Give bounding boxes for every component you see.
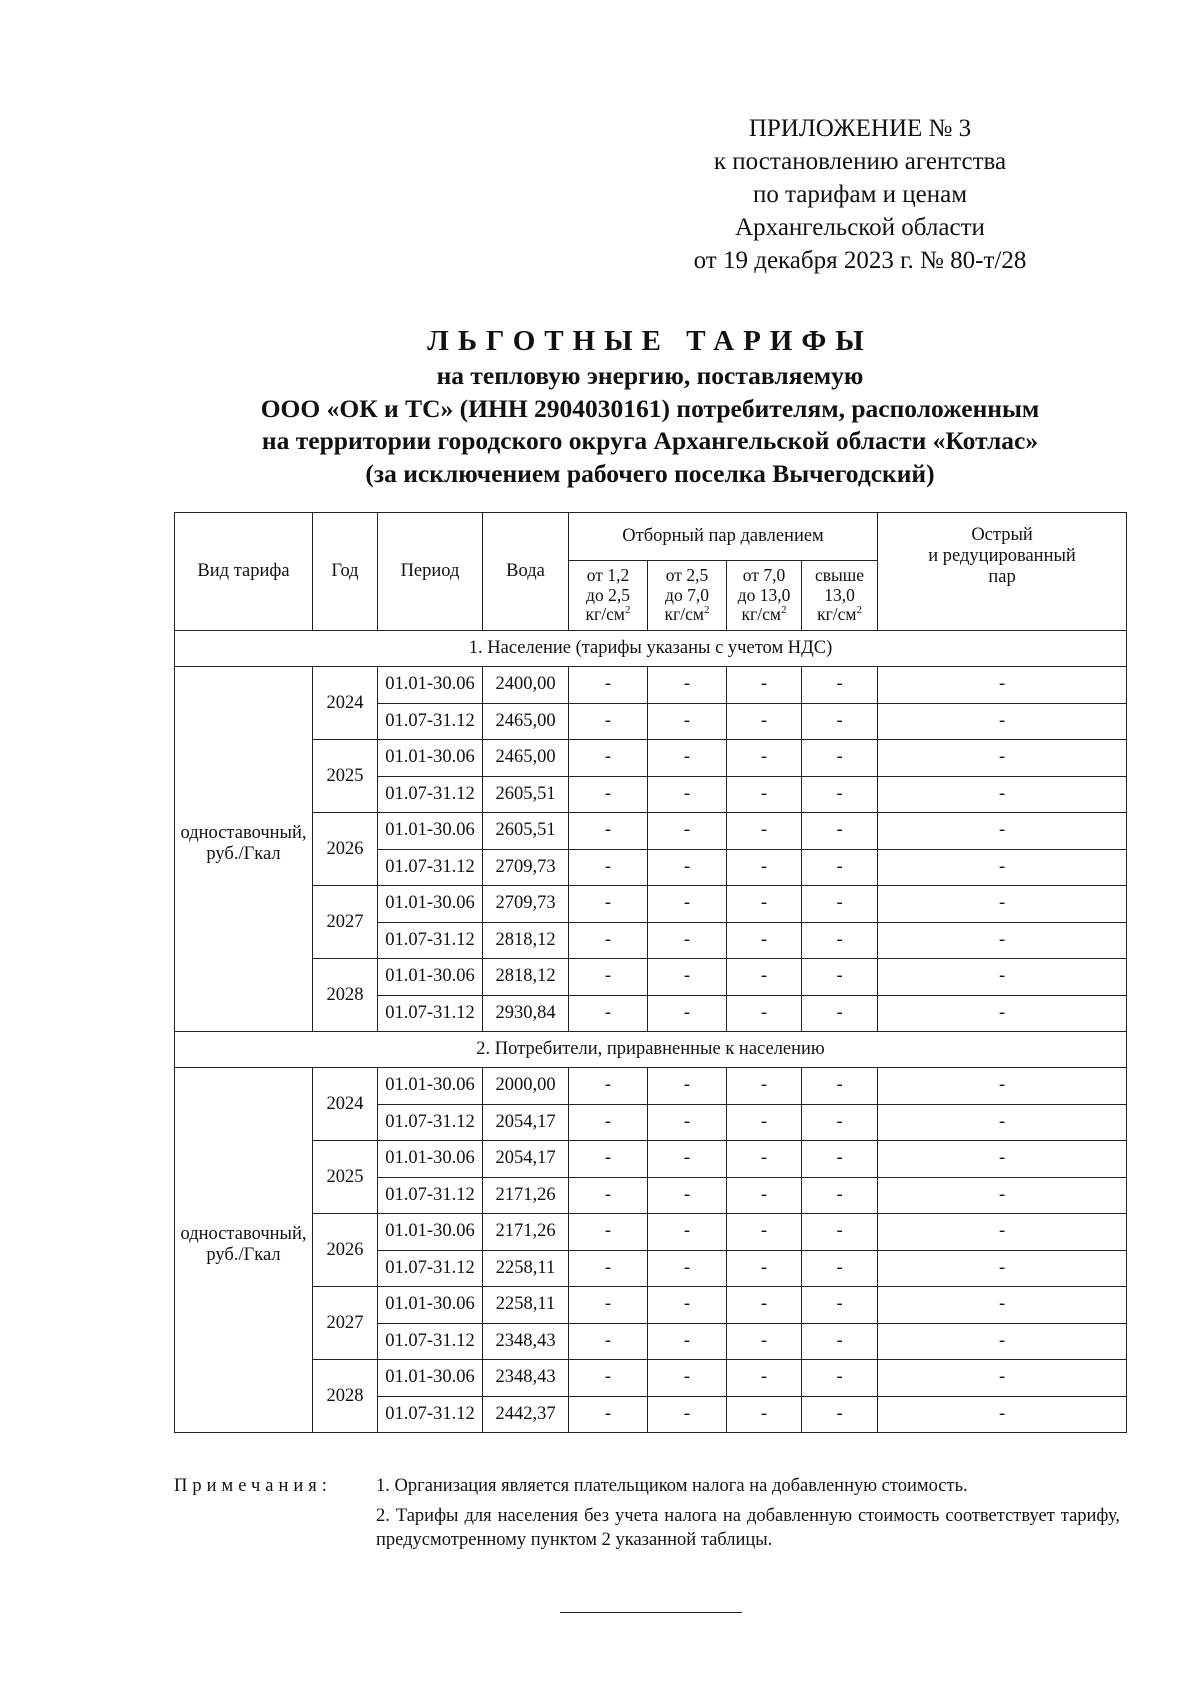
empty-tariff-cell: - bbox=[648, 959, 727, 996]
empty-tariff-cell: - bbox=[802, 1214, 878, 1251]
empty-tariff-cell: - bbox=[569, 886, 648, 923]
notes-label: Примечания: bbox=[174, 1476, 332, 1496]
section-title: 2. Потребители, приравненные к населению bbox=[175, 1032, 1127, 1068]
empty-tariff-cell: - bbox=[878, 776, 1127, 813]
empty-tariff-cell: - bbox=[802, 1323, 878, 1360]
empty-tariff-cell: - bbox=[569, 1104, 648, 1141]
year-cell: 2026 bbox=[313, 813, 378, 886]
tariff-kind-line: одноставочный, bbox=[180, 1224, 307, 1244]
empty-tariff-cell: - bbox=[727, 703, 802, 740]
empty-tariff-cell: - bbox=[878, 1141, 1127, 1178]
empty-tariff-cell: - bbox=[648, 1214, 727, 1251]
empty-tariff-cell: - bbox=[727, 1360, 802, 1397]
empty-tariff-cell: - bbox=[727, 1068, 802, 1105]
empty-tariff-cell: - bbox=[802, 667, 878, 704]
unit-text: кг/см bbox=[817, 604, 857, 625]
period-cell: 01.07-31.12 bbox=[378, 995, 483, 1032]
empty-tariff-cell: - bbox=[878, 886, 1127, 923]
period-cell: 01.01-30.06 bbox=[378, 1214, 483, 1251]
unit-text: кг/см bbox=[585, 604, 625, 625]
empty-tariff-cell: - bbox=[648, 1177, 727, 1214]
header-pressure-3 bbox=[727, 561, 802, 631]
header-line: свыше bbox=[815, 565, 865, 586]
year-cell: 2026 bbox=[313, 1214, 378, 1287]
empty-tariff-cell: - bbox=[802, 1068, 878, 1105]
title-line: (за исключением рабочего поселка Вычегодский) bbox=[365, 458, 935, 488]
empty-tariff-cell: - bbox=[727, 740, 802, 777]
header-line: до 7,0 bbox=[665, 584, 709, 605]
empty-tariff-cell: - bbox=[878, 813, 1127, 850]
year-cell: 2027 bbox=[313, 886, 378, 959]
header-line: от 7,0 bbox=[742, 565, 786, 586]
empty-tariff-cell: - bbox=[727, 959, 802, 996]
table-row bbox=[175, 1141, 1127, 1178]
empty-tariff-cell: - bbox=[802, 813, 878, 850]
empty-tariff-cell: - bbox=[648, 1068, 727, 1105]
empty-tariff-cell: - bbox=[569, 703, 648, 740]
empty-tariff-cell: - bbox=[802, 1104, 878, 1141]
empty-tariff-cell: - bbox=[648, 1360, 727, 1397]
header-line: до 2,5 bbox=[586, 584, 630, 605]
period-cell: 01.07-31.12 bbox=[378, 849, 483, 886]
empty-tariff-cell: - bbox=[878, 922, 1127, 959]
period-cell: 01.07-31.12 bbox=[378, 922, 483, 959]
empty-tariff-cell: - bbox=[648, 849, 727, 886]
header-line: от 1,2 bbox=[586, 565, 630, 586]
header-unit bbox=[727, 605, 801, 625]
water-tariff-cell: 2258,11 bbox=[483, 1250, 569, 1287]
unit-text: кг/см bbox=[664, 604, 704, 625]
empty-tariff-cell: - bbox=[802, 1250, 878, 1287]
section-row bbox=[175, 1032, 1127, 1068]
empty-tariff-cell: - bbox=[648, 886, 727, 923]
water-tariff-cell: 2709,73 bbox=[483, 886, 569, 923]
water-tariff-cell: 2605,51 bbox=[483, 776, 569, 813]
water-tariff-cell: 2605,51 bbox=[483, 813, 569, 850]
water-tariff-cell: 2054,17 bbox=[483, 1141, 569, 1178]
header-steam-group: Отборный пар давлением bbox=[569, 513, 878, 561]
empty-tariff-cell: - bbox=[878, 1323, 1127, 1360]
table-row bbox=[175, 959, 1127, 996]
title-line: ООО «ОК и ТС» (ИНН 2904030161) потребителям, расположенным bbox=[260, 393, 1040, 423]
empty-tariff-cell: - bbox=[727, 1214, 802, 1251]
appendix-line: Архангельской области bbox=[735, 214, 985, 241]
period-cell: 01.01-30.06 bbox=[378, 1360, 483, 1397]
header-line: 13,0 bbox=[824, 584, 855, 605]
water-tariff-cell: 2000,00 bbox=[483, 1068, 569, 1105]
empty-tariff-cell: - bbox=[727, 1323, 802, 1360]
empty-tariff-cell: - bbox=[727, 922, 802, 959]
empty-tariff-cell: - bbox=[802, 740, 878, 777]
empty-tariff-cell: - bbox=[569, 740, 648, 777]
empty-tariff-cell: - bbox=[569, 959, 648, 996]
empty-tariff-cell: - bbox=[727, 849, 802, 886]
empty-tariff-cell: - bbox=[648, 995, 727, 1032]
year-cell: 2028 bbox=[313, 1360, 378, 1433]
period-cell: 01.01-30.06 bbox=[378, 1287, 483, 1324]
water-tariff-cell: 2400,00 bbox=[483, 667, 569, 704]
empty-tariff-cell: - bbox=[569, 667, 648, 704]
year-cell: 2025 bbox=[313, 740, 378, 813]
tariff-kind-line: одноставочный, bbox=[180, 823, 307, 843]
empty-tariff-cell: - bbox=[648, 813, 727, 850]
year-cell: 2027 bbox=[313, 1287, 378, 1360]
water-tariff-cell: 2709,73 bbox=[483, 849, 569, 886]
empty-tariff-cell: - bbox=[569, 1214, 648, 1251]
period-cell: 01.07-31.12 bbox=[378, 1250, 483, 1287]
section-title: 1. Население (тарифы указаны с учетом НДС) bbox=[175, 631, 1127, 667]
empty-tariff-cell: - bbox=[727, 1104, 802, 1141]
header-sharp-line: Острый bbox=[971, 525, 1033, 545]
empty-tariff-cell: - bbox=[727, 1177, 802, 1214]
period-cell: 01.07-31.12 bbox=[378, 1104, 483, 1141]
table-row bbox=[175, 1214, 1127, 1251]
water-tariff-cell: 2442,37 bbox=[483, 1396, 569, 1433]
tariff-body bbox=[175, 631, 1127, 1433]
empty-tariff-cell: - bbox=[878, 959, 1127, 996]
empty-tariff-cell: - bbox=[878, 1214, 1127, 1251]
empty-tariff-cell: - bbox=[648, 922, 727, 959]
empty-tariff-cell: - bbox=[648, 740, 727, 777]
empty-tariff-cell: - bbox=[878, 1177, 1127, 1214]
empty-tariff-cell: - bbox=[569, 1141, 648, 1178]
header-unit bbox=[802, 605, 877, 625]
empty-tariff-cell: - bbox=[648, 1141, 727, 1178]
empty-tariff-cell: - bbox=[878, 740, 1127, 777]
water-tariff-cell: 2465,00 bbox=[483, 740, 569, 777]
table-row bbox=[175, 740, 1127, 777]
empty-tariff-cell: - bbox=[569, 849, 648, 886]
empty-tariff-cell: - bbox=[727, 1250, 802, 1287]
water-tariff-cell: 2465,00 bbox=[483, 703, 569, 740]
period-cell: 01.07-31.12 bbox=[378, 1177, 483, 1214]
tariff-kind bbox=[175, 667, 313, 1032]
water-tariff-cell: 2818,12 bbox=[483, 959, 569, 996]
water-tariff-cell: 2171,26 bbox=[483, 1214, 569, 1251]
water-tariff-cell: 2171,26 bbox=[483, 1177, 569, 1214]
empty-tariff-cell: - bbox=[569, 813, 648, 850]
empty-tariff-cell: - bbox=[648, 1396, 727, 1433]
unit-exp: 2 bbox=[780, 604, 787, 617]
unit-exp: 2 bbox=[624, 604, 631, 617]
header-sharp-line: пар bbox=[988, 567, 1016, 587]
section-row bbox=[175, 631, 1127, 667]
title-line: на тепловую энергию, поставляемую bbox=[436, 361, 864, 390]
empty-tariff-cell: - bbox=[802, 959, 878, 996]
empty-tariff-cell: - bbox=[727, 1287, 802, 1324]
unit-text: кг/см bbox=[741, 604, 781, 625]
period-cell: 01.07-31.12 bbox=[378, 1323, 483, 1360]
water-tariff-cell: 2348,43 bbox=[483, 1360, 569, 1397]
year-cell: 2028 bbox=[313, 959, 378, 1032]
empty-tariff-cell: - bbox=[648, 1104, 727, 1141]
empty-tariff-cell: - bbox=[802, 886, 878, 923]
unit-exp: 2 bbox=[856, 604, 862, 617]
header-pressure-4 bbox=[802, 561, 878, 631]
header-sharp-steam bbox=[878, 513, 1127, 631]
empty-tariff-cell: - bbox=[878, 1068, 1127, 1105]
tariff-table bbox=[174, 512, 1127, 1433]
empty-tariff-cell: - bbox=[802, 849, 878, 886]
period-cell: 01.07-31.12 bbox=[378, 1396, 483, 1433]
empty-tariff-cell: - bbox=[727, 776, 802, 813]
period-cell: 01.07-31.12 bbox=[378, 703, 483, 740]
document-title bbox=[120, 324, 1180, 490]
empty-tariff-cell: - bbox=[569, 922, 648, 959]
empty-tariff-cell: - bbox=[878, 1360, 1127, 1397]
empty-tariff-cell: - bbox=[648, 776, 727, 813]
header-pressure-1 bbox=[569, 561, 648, 631]
empty-tariff-cell: - bbox=[727, 813, 802, 850]
empty-tariff-cell: - bbox=[569, 1287, 648, 1324]
note-item: 2. Тарифы для населения без учета налога на добавленную стоимость соответствует тарифу, предусмотренному пунктом 2 указанной таблицы. bbox=[376, 1506, 1120, 1550]
empty-tariff-cell: - bbox=[569, 1177, 648, 1214]
table-row bbox=[175, 1287, 1127, 1324]
period-cell: 01.01-30.06 bbox=[378, 886, 483, 923]
year-cell: 2025 bbox=[313, 1141, 378, 1214]
year-cell: 2024 bbox=[313, 667, 378, 740]
empty-tariff-cell: - bbox=[569, 1360, 648, 1397]
empty-tariff-cell: - bbox=[569, 1396, 648, 1433]
empty-tariff-cell: - bbox=[802, 1177, 878, 1214]
empty-tariff-cell: - bbox=[802, 703, 878, 740]
table-row bbox=[175, 813, 1127, 850]
empty-tariff-cell: - bbox=[648, 703, 727, 740]
empty-tariff-cell: - bbox=[802, 995, 878, 1032]
empty-tariff-cell: - bbox=[727, 1396, 802, 1433]
header-line: до 13,0 bbox=[737, 584, 791, 605]
appendix-line: по тарифам и ценам bbox=[752, 181, 968, 208]
empty-tariff-cell: - bbox=[878, 1396, 1127, 1433]
empty-tariff-cell: - bbox=[648, 1323, 727, 1360]
year-cell: 2024 bbox=[313, 1068, 378, 1141]
empty-tariff-cell: - bbox=[648, 1287, 727, 1324]
empty-tariff-cell: - bbox=[878, 1104, 1127, 1141]
water-tariff-cell: 2258,11 bbox=[483, 1287, 569, 1324]
empty-tariff-cell: - bbox=[878, 1250, 1127, 1287]
period-cell: 01.01-30.06 bbox=[378, 813, 483, 850]
empty-tariff-cell: - bbox=[648, 667, 727, 704]
empty-tariff-cell: - bbox=[878, 703, 1127, 740]
appendix-line: к постановлению агентства bbox=[713, 148, 1007, 175]
period-cell: 01.01-30.06 bbox=[378, 740, 483, 777]
tariff-kind bbox=[175, 1068, 313, 1433]
title-heading: ЛЬГОТНЫЕ ТАРИФЫ bbox=[427, 325, 873, 357]
empty-tariff-cell: - bbox=[727, 1141, 802, 1178]
period-cell: 01.01-30.06 bbox=[378, 959, 483, 996]
header-unit bbox=[569, 605, 647, 625]
header-line: от 2,5 bbox=[665, 565, 709, 586]
table-row bbox=[175, 886, 1127, 923]
empty-tariff-cell: - bbox=[802, 1141, 878, 1178]
title-line: на территории городского округа Архангельской области «Котлас» bbox=[261, 426, 1039, 455]
header-year: Год bbox=[313, 513, 378, 631]
period-cell: 01.01-30.06 bbox=[378, 1141, 483, 1178]
header-water: Вода bbox=[483, 513, 569, 631]
table-row bbox=[175, 1360, 1127, 1397]
water-tariff-cell: 2054,17 bbox=[483, 1104, 569, 1141]
empty-tariff-cell: - bbox=[569, 995, 648, 1032]
empty-tariff-cell: - bbox=[802, 1287, 878, 1324]
unit-exp: 2 bbox=[703, 604, 710, 617]
period-cell: 01.07-31.12 bbox=[378, 776, 483, 813]
empty-tariff-cell: - bbox=[727, 995, 802, 1032]
header-sharp-line: и редуцированный bbox=[928, 546, 1076, 566]
water-tariff-cell: 2818,12 bbox=[483, 922, 569, 959]
empty-tariff-cell: - bbox=[648, 1250, 727, 1287]
tariff-kind-line: руб./Гкал bbox=[206, 1245, 281, 1265]
empty-tariff-cell: - bbox=[727, 886, 802, 923]
period-cell: 01.01-30.06 bbox=[378, 1068, 483, 1105]
tariff-kind-line: руб./Гкал bbox=[206, 844, 281, 864]
header-kind: Вид тарифа bbox=[175, 513, 313, 631]
empty-tariff-cell: - bbox=[878, 667, 1127, 704]
empty-tariff-cell: - bbox=[569, 1250, 648, 1287]
empty-tariff-cell: - bbox=[569, 776, 648, 813]
empty-tariff-cell: - bbox=[802, 922, 878, 959]
water-tariff-cell: 2930,84 bbox=[483, 995, 569, 1032]
empty-tariff-cell: - bbox=[878, 1287, 1127, 1324]
empty-tariff-cell: - bbox=[569, 1068, 648, 1105]
empty-tariff-cell: - bbox=[802, 776, 878, 813]
header-unit bbox=[648, 605, 726, 625]
appendix-line: от 19 декабря 2023 г. № 80-т/28 bbox=[693, 247, 1027, 274]
empty-tariff-cell: - bbox=[878, 995, 1127, 1032]
empty-tariff-cell: - bbox=[569, 1323, 648, 1360]
appendix-block bbox=[640, 112, 1080, 277]
empty-tariff-cell: - bbox=[878, 849, 1127, 886]
note-item: 1. Организация является плательщиком налога на добавленную стоимость. bbox=[376, 1476, 968, 1496]
closing-rule bbox=[560, 1612, 742, 1613]
empty-tariff-cell: - bbox=[727, 667, 802, 704]
header-pressure-2 bbox=[648, 561, 727, 631]
header-period: Период bbox=[378, 513, 483, 631]
water-tariff-cell: 2348,43 bbox=[483, 1323, 569, 1360]
table-row bbox=[175, 1068, 1127, 1105]
appendix-line: ПРИЛОЖЕНИЕ № 3 bbox=[748, 115, 972, 142]
period-cell: 01.01-30.06 bbox=[378, 667, 483, 704]
empty-tariff-cell: - bbox=[802, 1396, 878, 1433]
table-row bbox=[175, 667, 1127, 704]
empty-tariff-cell: - bbox=[802, 1360, 878, 1397]
